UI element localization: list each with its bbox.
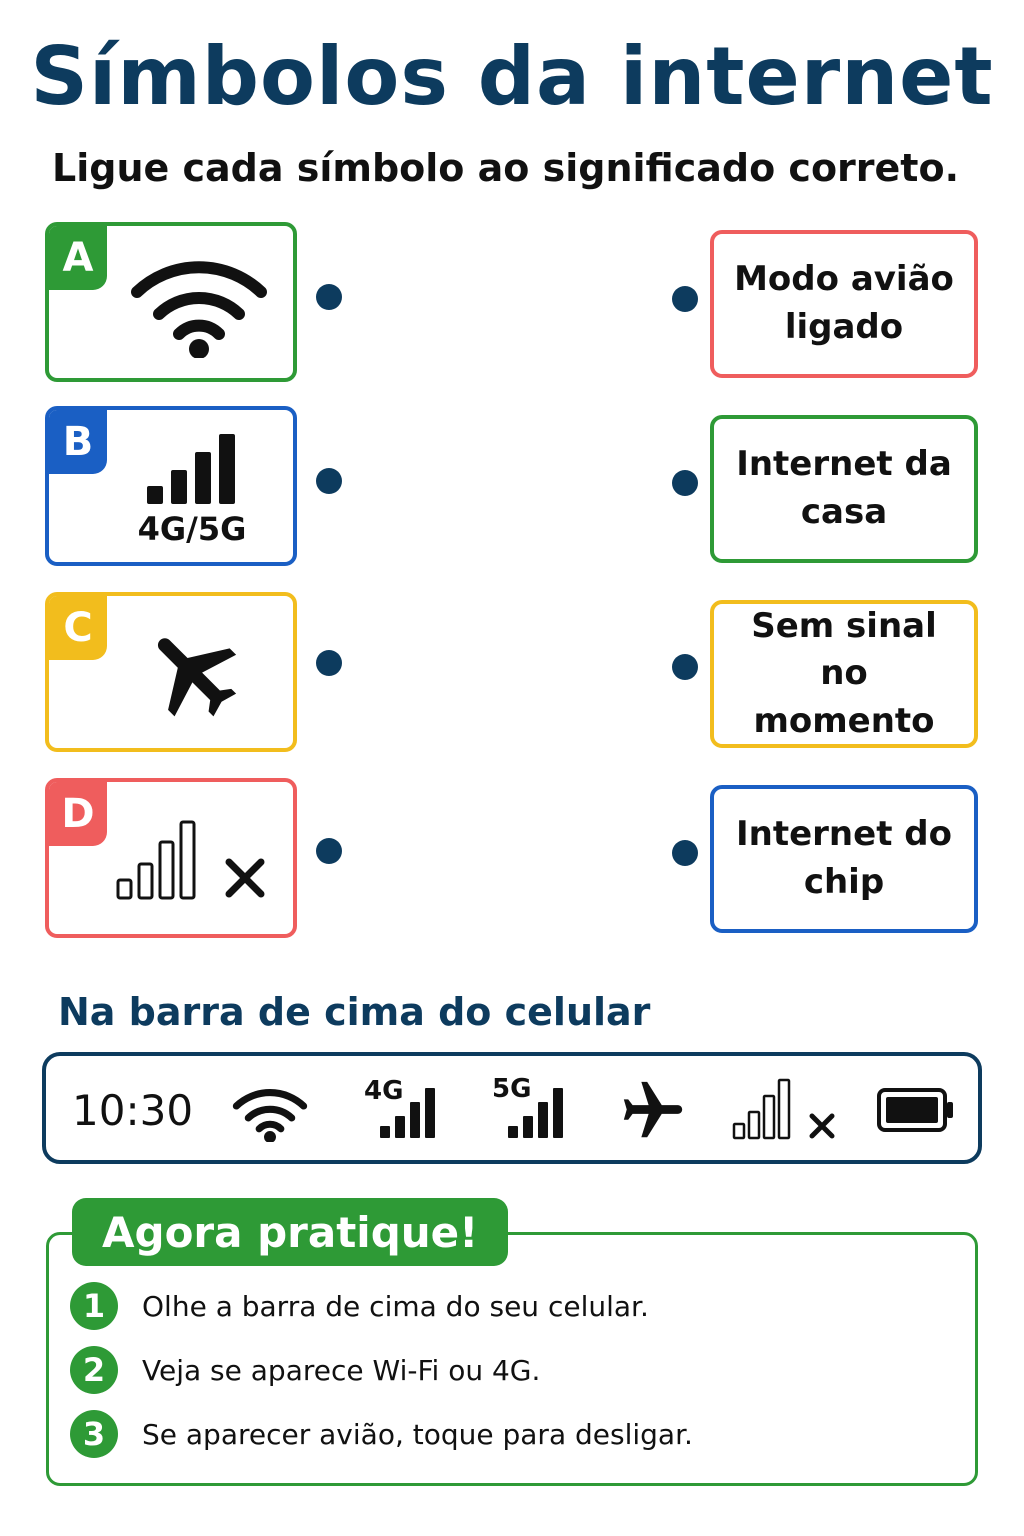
step-text: Veja se aparece Wi-Fi ou 4G. <box>142 1353 541 1387</box>
card-letter-a: A <box>49 226 107 290</box>
status-bar-heading: Na barra de cima do celular <box>58 990 651 1034</box>
instruction-text: Ligue cada símbolo ao significado correto. <box>52 146 960 190</box>
card-letter-c: C <box>49 596 107 660</box>
phone-status-bar <box>42 1052 982 1164</box>
practice-title: Agora pratique! <box>72 1198 508 1266</box>
connector-dot-c[interactable] <box>316 650 342 676</box>
step-number-badge: 2 <box>70 1346 118 1394</box>
airplane-icon <box>139 616 249 726</box>
signal-4g-icon <box>378 1086 440 1140</box>
signal-bars-icon <box>145 432 245 506</box>
symbol-card-c[interactable] <box>45 592 297 752</box>
symbol-card-d[interactable] <box>45 778 297 938</box>
meaning-card-airplane[interactable]: Modo avião ligado <box>710 230 978 378</box>
symbol-card-a[interactable] <box>45 222 297 382</box>
no-signal-icon <box>115 818 275 902</box>
connector-dot-a[interactable] <box>316 284 342 310</box>
no-signal-icon <box>732 1078 842 1142</box>
connector-dot-4[interactable] <box>672 840 698 866</box>
connector-dot-1[interactable] <box>672 286 698 312</box>
practice-step-2 <box>70 1346 540 1394</box>
practice-step-1 <box>70 1282 649 1330</box>
wifi-icon <box>232 1082 308 1142</box>
page-title: Símbolos da internet <box>30 30 994 123</box>
practice-step-3 <box>70 1410 693 1458</box>
status-4g-label: 4G <box>364 1076 404 1106</box>
step-text: Se aparecer avião, toque para desligar. <box>142 1417 693 1451</box>
connector-dot-3[interactable] <box>672 654 698 680</box>
symbol-card-b[interactable] <box>45 406 297 566</box>
step-text: Olhe a barra de cima do seu celular. <box>142 1289 649 1323</box>
connector-dot-b[interactable] <box>316 468 342 494</box>
meaning-card-no-signal[interactable]: Sem sinal no momento <box>710 600 978 748</box>
wifi-icon <box>129 248 269 358</box>
meaning-card-chip-internet[interactable]: Internet do chip <box>710 785 978 933</box>
status-5g-label: 5G <box>492 1074 532 1104</box>
step-number-badge: 3 <box>70 1410 118 1458</box>
status-time: 10:30 <box>72 1086 194 1135</box>
card-letter-b: B <box>49 410 107 474</box>
signal-5g-icon <box>506 1086 568 1140</box>
connector-dot-2[interactable] <box>672 470 698 496</box>
card-letter-d: D <box>49 782 107 846</box>
step-number-badge: 1 <box>70 1282 118 1330</box>
network-type-label: 4G/5G <box>137 510 247 548</box>
meaning-card-home-internet[interactable]: Internet da casa <box>710 415 978 563</box>
battery-icon <box>876 1086 956 1134</box>
airplane-icon <box>618 1076 688 1146</box>
connector-dot-d[interactable] <box>316 838 342 864</box>
